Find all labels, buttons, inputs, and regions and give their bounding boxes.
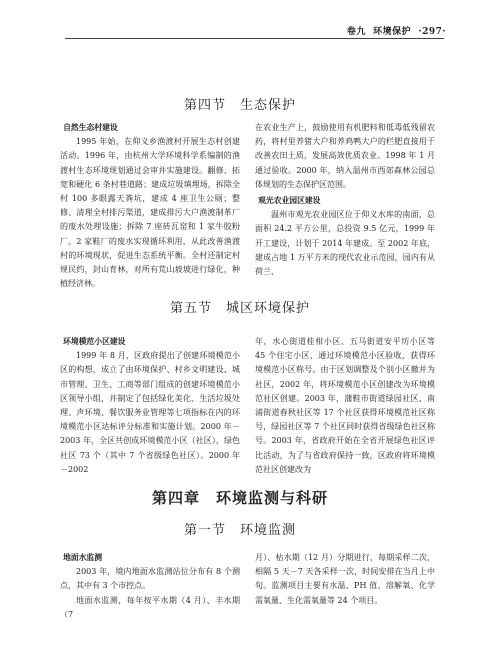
section4-right-paragraph: 温州市观光农业园区位于仰义水库的南面，总面积 24.2 平方公里，总投资 9.5 亿元，1999 年开工建设，计划于 2014 年建成。至 2002 年底，建成占地 1 万平方米的现代农业示范园，园内有从荷兰、 [255, 210, 435, 277]
section4-title: 第四节 生态保护 [183, 98, 296, 113]
section4-right-column [255, 121, 435, 279]
header-page-number: ·297· [418, 27, 446, 37]
chapter4-section1-title: 第一节 环境监测 [183, 523, 296, 538]
chapter4-right-column [255, 551, 435, 608]
section5-left-subheading: 环境模范小区建设 [63, 337, 126, 346]
header-book-title: 环境保护 [373, 27, 412, 37]
section5-left-paragraph: 1999 年 8 月，区政府提出了创建环境模范小区的构想，成立了由环境保护、村乡文明建设、城市管理、卫生、工商等部门组成的创建环境模范小区领导小组，并制定了包括绿化美化、生活垃圾处理、声环境、餐饮服务业管理等七项指标在内的环境模范小区达标评分标准和实施计划。2000 年－2003 年，全区共创成环境模范小区（社区），绿色社区 73 个（其中 7 个省级绿色社区）。2000 年－2002 [60, 351, 240, 474]
section5-right-column [255, 335, 435, 477]
section4-right-continuation: 在农业生产上，鼓励使用有机肥料和低毒低残留农药，将村里养猪大户和养鸡鸭大户的栏肥直接用于改善农田土质，发展高效优质农业。1998 年 1 月通过验收。2000 年，纳入温州市西郊森林公园总体规划的生态保护区范围。 [255, 123, 435, 189]
running-header [347, 24, 446, 37]
section5-left-column [60, 335, 240, 477]
section4-left-paragraph: 1995 年始，在仰义乡渔渡村开展生态村创建活动。1996 年，由杭州大学环境科学系编制的渔渡村生态环境规划通过会审并实施建设。翻修、拓宽和硬化 6 条村巷道路；建成垃圾填埋场，拆除全村 100 多眼露天粪坑，建成 4 座卫生公厕；整修、清理全村排污渠道，建成排污大户渔渡制革厂的废水处理设施；拆除 7 座砖瓦窑和 1 家牛胶粉厂。2 家鞋厂的废水实现循环利用，从此改善渔渡村的环境现状，促进生态系统平衡。全村还制定村规民约，封山育林，对所有荒山坡坡进行绿化，种植经济林。 [60, 137, 240, 289]
section5-title: 第五节 城区环境保护 [169, 301, 310, 316]
chapter4-title: 第四章 环境监测与科研 [151, 489, 328, 507]
chapter4-left-paragraph2: 地面水监测，每年按平水期（4 月）、丰水期（7 [60, 595, 240, 619]
chapter4-left-subheading: 地面水监测 [63, 553, 103, 562]
section4-right-subheading: 观光农业园区建设 [258, 196, 321, 206]
section4-left-subheading: 自然生态村建设 [63, 123, 118, 132]
section4-left-column [60, 121, 240, 291]
header-chapter: 卷九 [346, 27, 366, 37]
section5-right-continuation: 年，水心街道桂柑小区、五马街道安平坊小区等 45 个住宅小区，通过环境模范小区验收，获得环境模范小区称号。由于区划调整及个别小区撤并为社区，2002 年，将环境模范小区创建改为环境模范社区创建。2003 年，蒲鞋市街道绿园社区、南浦街道春秋社区等 17 个社区获得环境模范社区称号，绿园社区等 7 个社区同时获得省级绿色社区称号。2003 年，省政府开始在全省开展绿色社区评比活动，为了与省政府保持一致，区政府将环境模范社区创建改为 [255, 337, 435, 474]
chapter4-left-paragraph1: 2003 年，境内地面水监测站位分布有 8 个测点，其中有 3 个市控点。 [60, 567, 240, 591]
header-rule [65, 38, 444, 39]
chapter4-right-continuation: 月）、枯水期（12 月）分期进行，每期采样二次，相隔 5 天－7 天各采样一次，时间安排在当月上中旬。监测项目主要有水温、PH 值、溶解氧、化学需氧量、生化需氧量等 24 个项目。 [255, 553, 435, 605]
chapter4-left-column [60, 551, 240, 622]
